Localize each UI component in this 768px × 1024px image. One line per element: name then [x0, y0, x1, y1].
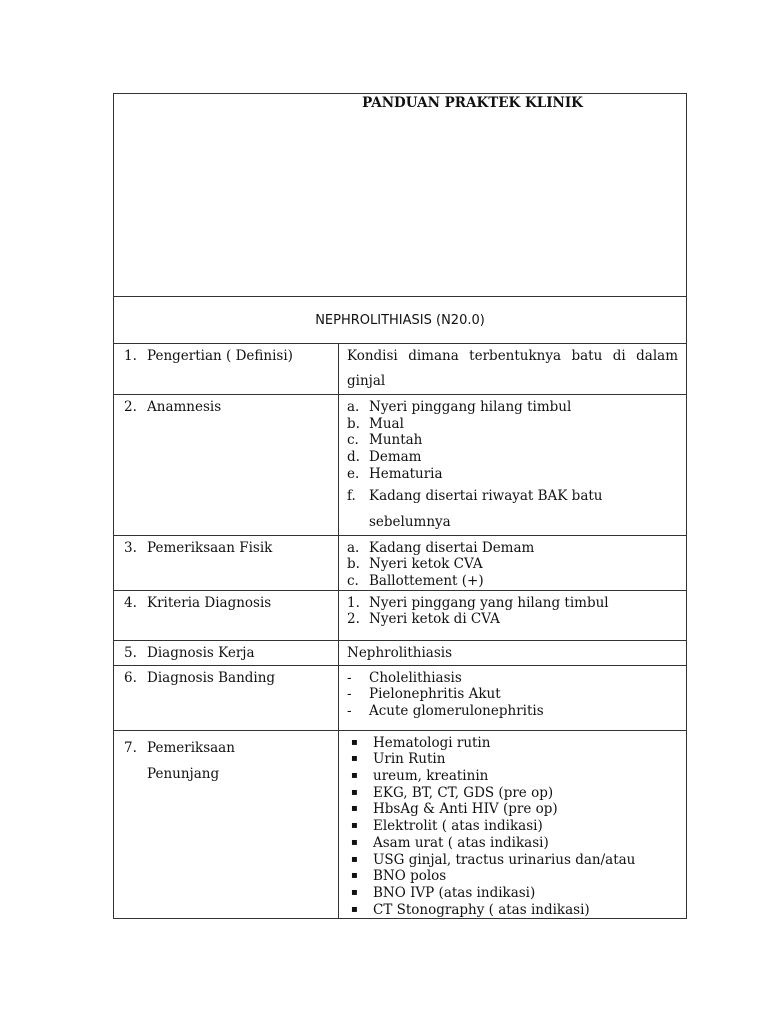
list-item-text: Elektrolit ( atas indikasi) [373, 818, 543, 835]
row-label-continued: Penunjang [147, 765, 220, 782]
list-item [347, 751, 678, 768]
row-label-cell [114, 640, 339, 665]
list-item-text: Mual [369, 415, 404, 432]
list-item-text: HbsAg & Anti HIV (pre op) [373, 801, 558, 818]
list-item-text: Kadang disertai Demam [369, 539, 535, 556]
diagnostic-criteria-list [347, 595, 678, 628]
list-item [347, 466, 678, 483]
bullet-icon: ▪ [351, 770, 358, 782]
list-item [347, 852, 678, 869]
bullet-icon: ▪ [351, 853, 358, 865]
list-item-text: Cholelithiasis [369, 669, 462, 686]
row-number: 4. [124, 594, 137, 611]
row-value-cell [339, 344, 687, 395]
bullet-icon: ▪ [351, 736, 358, 748]
row-value-cell [339, 640, 687, 665]
physical-exam-list [347, 540, 678, 590]
list-marker: f. [347, 487, 356, 504]
list-item-text: Pielonephritis Akut [369, 686, 501, 703]
list-item [347, 399, 678, 416]
list-item [347, 902, 678, 919]
bullet-icon: ▪ [351, 753, 358, 765]
list-item-text: Muntah [369, 432, 423, 449]
list-marker: a. [347, 399, 360, 415]
row-label: Pemeriksaan Fisik [147, 539, 273, 556]
row-label-cell [114, 395, 339, 536]
disease-name: NEPHROLITHIASIS (N20.0) [114, 297, 687, 344]
row-label: Pemeriksaan [147, 739, 235, 756]
list-marker: 1. [347, 594, 360, 611]
row-differential-diagnosis [114, 665, 687, 730]
list-item-text: Nyeri ketok CVA [369, 556, 483, 573]
list-item [347, 611, 678, 628]
list-item [347, 509, 678, 535]
row-label: Anamnesis [147, 399, 222, 415]
bullet-icon: ▪ [351, 903, 358, 915]
list-item [347, 785, 678, 802]
row-label-cell [114, 590, 339, 640]
disease-row [114, 297, 687, 344]
list-item-text: Nyeri pinggang hilang timbul [369, 399, 572, 415]
list-item [347, 818, 678, 835]
list-item-text: Asam urat ( atas indikasi) [373, 834, 549, 851]
list-item-text: EKG, BT, CT, GDS (pre op) [373, 784, 554, 801]
bullet-icon: ▪ [351, 836, 358, 848]
list-item [347, 449, 678, 466]
row-label-cell [114, 665, 339, 730]
list-item-text: USG ginjal, tractus urinarius dan/atau [373, 851, 636, 868]
row-number: 3. [124, 539, 137, 556]
row-diagnostic-criteria [114, 590, 687, 640]
row-label: Pengertian ( Definisi) [147, 348, 293, 364]
clinical-guideline-table [113, 93, 687, 919]
list-item [347, 735, 678, 752]
list-marker: e. [347, 465, 360, 482]
row-number: 7. [124, 739, 137, 756]
row-value-cell [339, 730, 687, 919]
list-item [347, 556, 678, 573]
row-number: 1. [124, 348, 137, 364]
row-value-cell [339, 395, 687, 536]
list-marker [347, 509, 369, 535]
bullet-icon: ▪ [351, 786, 358, 798]
working-diagnosis-text: Nephrolithiasis [347, 644, 453, 661]
list-item [347, 483, 678, 509]
list-item-text: CT Stonography ( atas indikasi) [373, 901, 590, 918]
row-value-cell [339, 535, 687, 590]
list-item-text: Ballottement (+) [369, 572, 484, 589]
list-item-text: Nyeri ketok di CVA [369, 611, 500, 628]
list-marker: - [347, 686, 352, 703]
list-item [347, 670, 678, 687]
list-item [347, 801, 678, 818]
list-item [347, 703, 678, 720]
row-value-cell [339, 665, 687, 730]
header-row [114, 94, 687, 297]
row-label: Diagnosis Banding [147, 669, 276, 686]
list-item-text: Kadang disertai riwayat BAK batu [369, 487, 603, 504]
definition-text: Kondisi dimana terbentuknya batu di dalam ginjal [347, 348, 678, 389]
list-item [347, 686, 678, 703]
list-item [347, 573, 678, 590]
row-working-diagnosis [114, 640, 687, 665]
list-item-text: Nyeri pinggang yang hilang timbul [369, 594, 609, 611]
row-number: 6. [124, 669, 137, 686]
list-item [347, 540, 678, 557]
list-item-text: ureum, kreatinin [373, 768, 489, 785]
differential-diagnosis-list [347, 670, 678, 720]
bullet-icon: ▪ [351, 886, 358, 898]
list-item [347, 885, 678, 902]
row-physical-exam [114, 535, 687, 590]
list-item [347, 868, 678, 885]
list-item-text: BNO IVP (atas indikasi) [373, 884, 536, 901]
bullet-icon: ▪ [351, 870, 358, 882]
bullet-icon: ▪ [351, 820, 358, 832]
list-marker: d. [347, 449, 360, 466]
list-marker: b. [347, 556, 360, 573]
list-item-text: Hematologi rutin [373, 734, 491, 751]
list-item [347, 768, 678, 785]
list-marker: c. [347, 572, 359, 589]
row-definition [114, 344, 687, 395]
header-cell [114, 94, 687, 297]
anamnesis-list [347, 399, 678, 535]
row-number: 2. [124, 399, 137, 415]
document-title: PANDUAN PRAKTEK KLINIK [362, 95, 583, 111]
list-marker: c. [347, 432, 359, 449]
row-supporting-exams [114, 730, 687, 919]
list-item [347, 835, 678, 852]
list-item-text: Demam [369, 449, 422, 466]
row-label: Kriteria Diagnosis [147, 594, 272, 611]
bullet-icon: ▪ [351, 803, 358, 815]
list-item [347, 416, 678, 433]
row-number: 5. [124, 644, 137, 661]
row-label: Diagnosis Kerja [147, 644, 255, 661]
list-marker: a. [347, 539, 360, 556]
list-item-text: BNO polos [373, 868, 447, 885]
list-item [347, 595, 678, 612]
supporting-exams-list [347, 735, 678, 919]
list-item-text: Hematuria [369, 465, 443, 482]
list-item-text: sebelumnya [369, 513, 451, 530]
list-marker: - [347, 703, 352, 720]
list-item [347, 432, 678, 449]
list-marker: - [347, 669, 352, 686]
row-label-cell [114, 535, 339, 590]
row-label-cell [114, 730, 339, 919]
list-item-text: Acute glomerulonephritis [369, 703, 544, 720]
row-label-cell [114, 344, 339, 395]
row-anamnesis [114, 395, 687, 536]
list-item-text: Urin Rutin [373, 751, 446, 768]
row-value-cell [339, 590, 687, 640]
list-marker: b. [347, 415, 360, 432]
list-marker: 2. [347, 611, 360, 628]
